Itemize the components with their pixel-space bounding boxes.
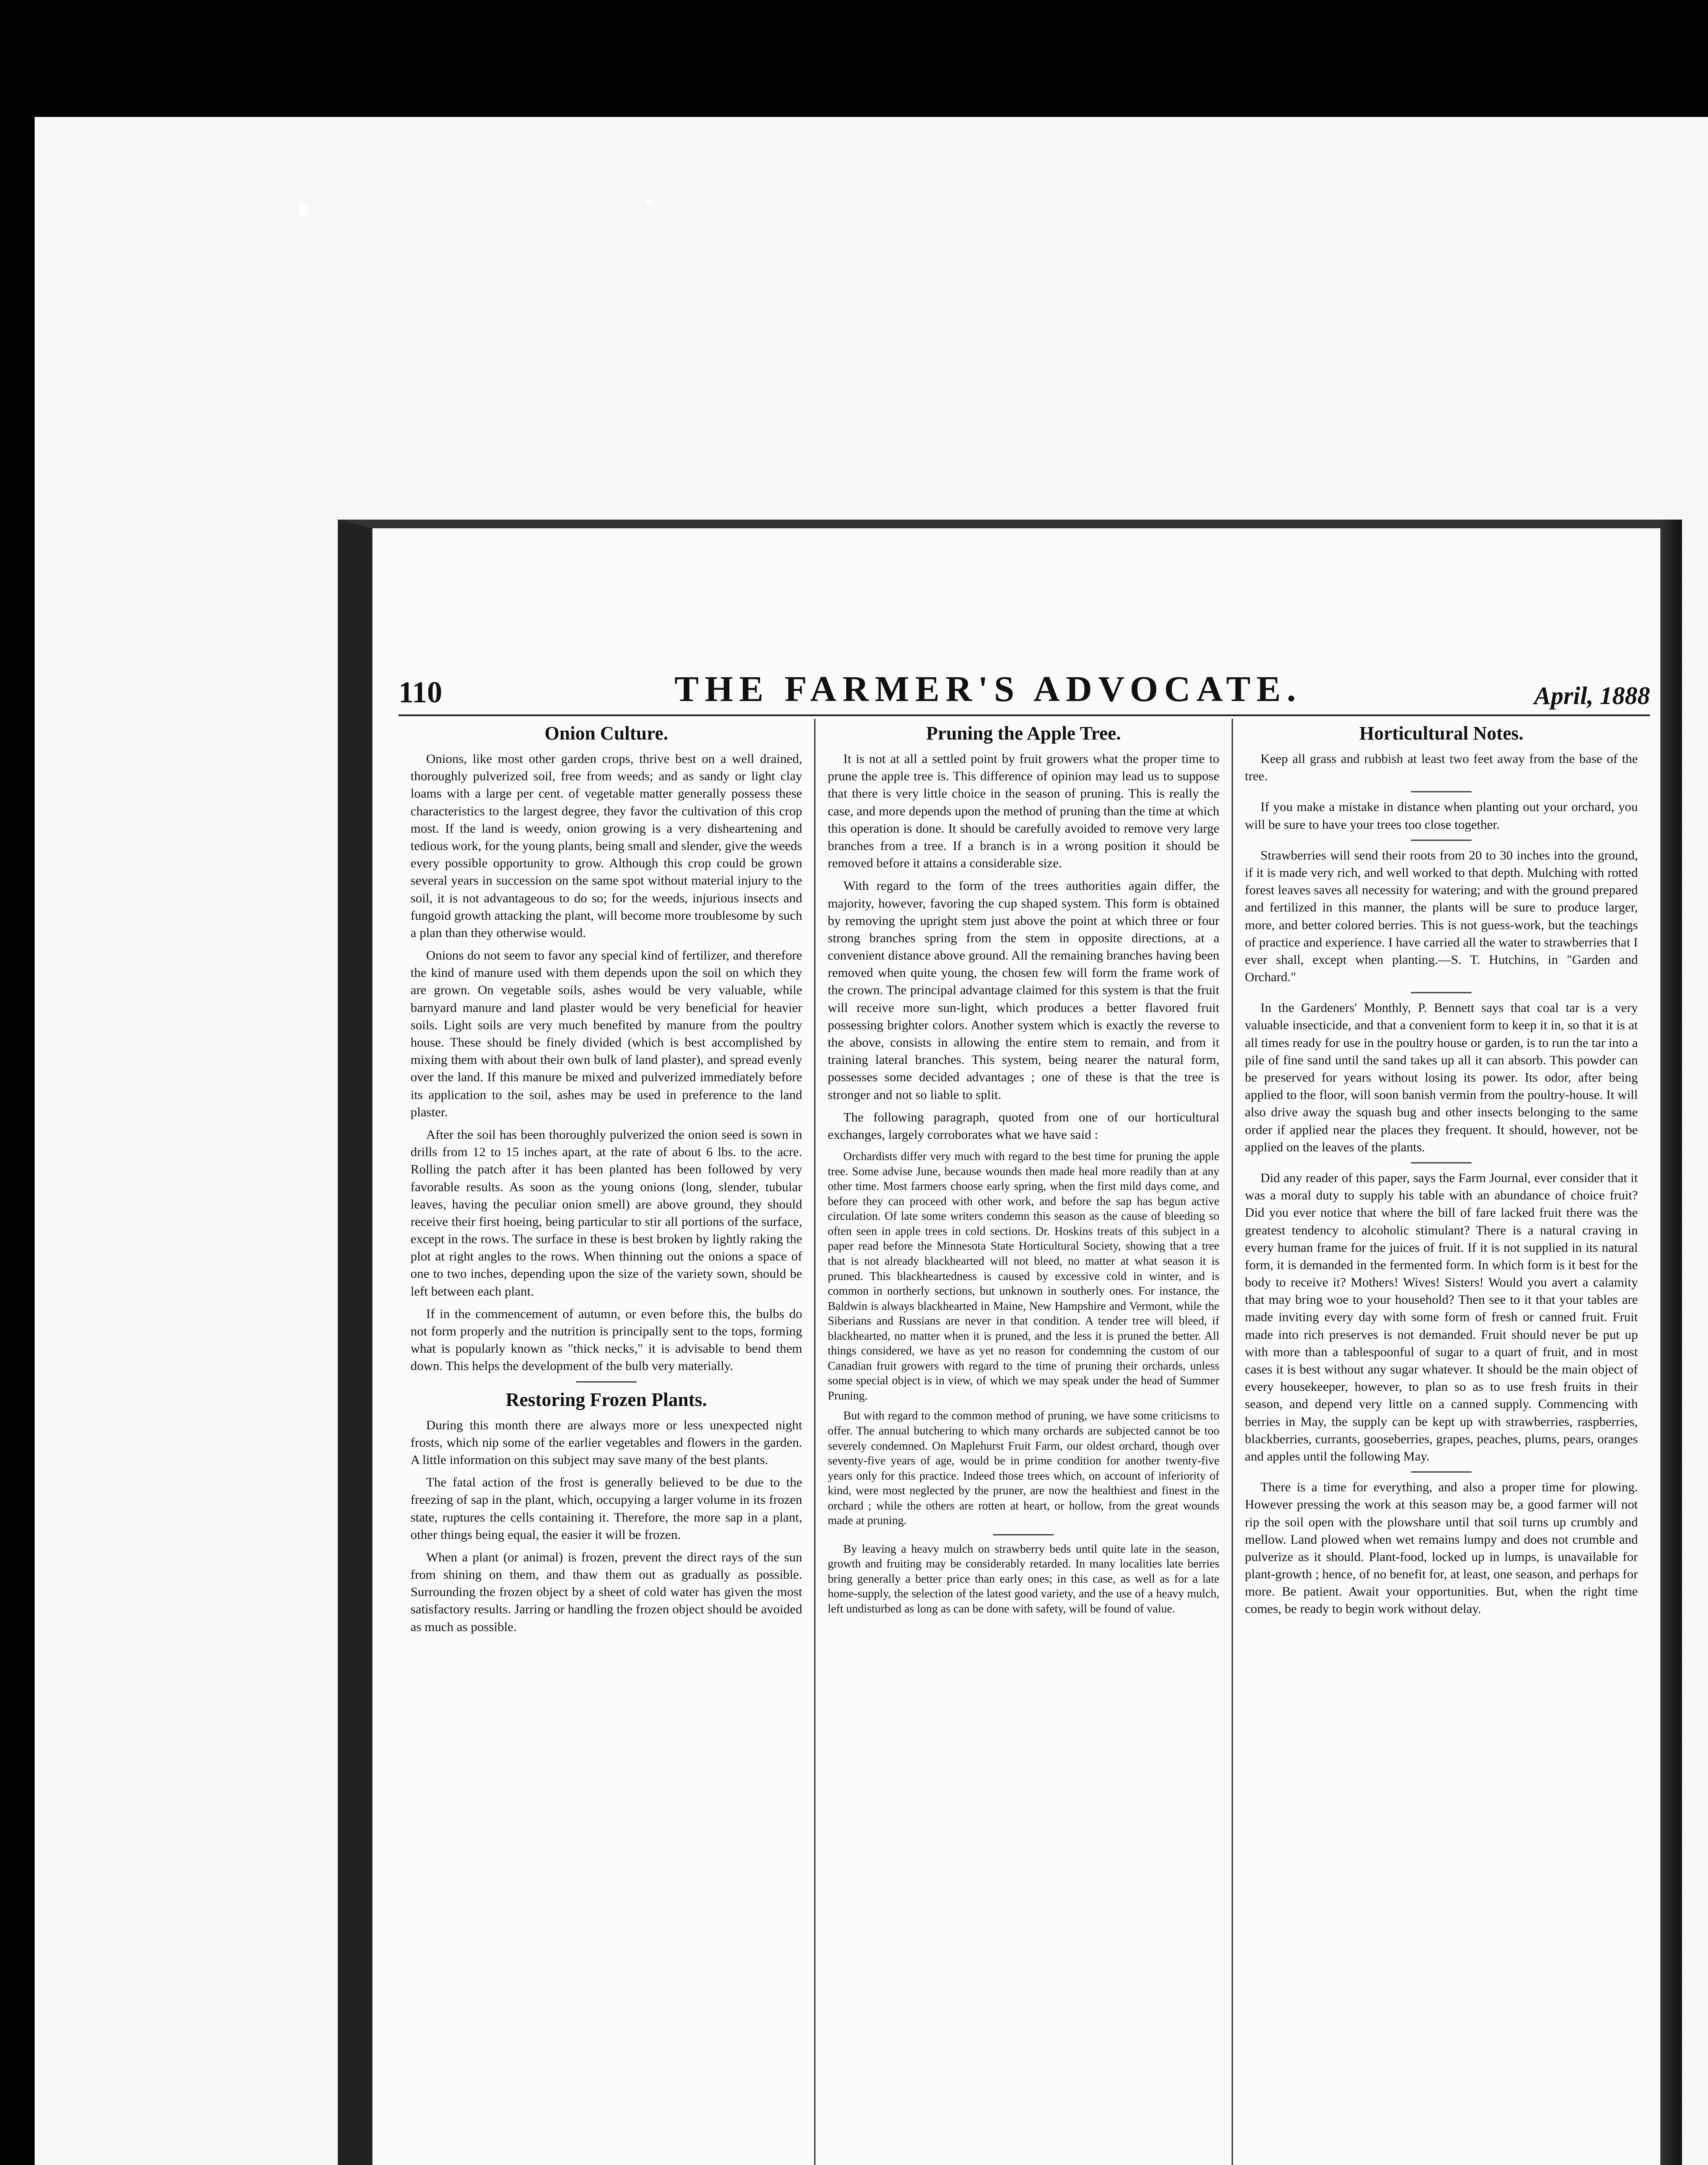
article-title-pruning-apple-tree: Pruning the Apple Tree. (926, 723, 1121, 744)
paragraph: If you make a mistake in distance when planting out your orchard, you will be sure to have your trees too close together. (1245, 800, 1638, 832)
paragraph: Keep all grass and rubbish at least two feet away from the base of the tree. (1245, 752, 1638, 784)
paragraph: Did any reader of this paper, says the Farm Journal, ever consider that it was a moral duty to supply his table with an abundance of choice fruit? Did you ever notice that where the bill of fare lacked fruit there was the greatest tendency to alcoholic stimulant? There is a natural craving in every human frame for the juices of fruit. If it is not supplied in its natural form, it is demanded in the fermented form. In which form is it best for the body to receive it? Mothers! Wives! Sisters! Would you avert a calamity that may bring woe to your household? Then see to it that your tables are made inviting every day with some form of fresh or canned fruit. Fruit made into rich preserves is not demanded. Fruit should never be put up with more than a tablespoonful of sugar to a quart of fruit, and in most cases it is best without any sugar whatever. It should be the main object of every housekeeper, however, to plan so as to use fresh fruits in their season, and depend very little on a canned supply. Commencing with berries in May, the supply can be kept up with strawberries, raspberries, blackberries, currants, gooseberries, grapes, peaches, plums, pears, oranges and apples until the following May. (1245, 1170, 1638, 1464)
paragraph: In the Gardeners' Monthly, P. Bennett says that coal tar is a very valuable insecticide, and that a convenient form to keep it in, so that it is at all times ready for use in the poultry house or garden, is to run the tar into a pile of fine sand until the sand takes up all it can absorb. This powder can be preserved for years without losing its power. Its odor, after being applied to the floor, will soon banish vermin from the poultry-house. It will also drive away the squash bug and other insects belonging to the same order if applied near the places they frequent. It should, however, not be applied on the leaves of the plants. (1245, 1001, 1638, 1154)
newspaper-page (338, 520, 1663, 2165)
paragraph: By leaving a heavy mulch on strawberry beds until quite late in the season, growth and fruiting may be considerably retarded. In many localities late berries bring generally a better price than early ones; in this case, as well as for a late home-supply, the selection of the latest good variety, and the use of a heavy mulch, left undisturbed as long as can be done with safety, will be found of value. (828, 1542, 1220, 1615)
paragraph: After the soil has been thoroughly pulverized the onion seed is sown in drills from 12 to 15 inches apart, at the rate of about 6 lbs. to the acre. Rolling the patch after it has been planted has been followed by very favorable results. As soon as the young onions (long, slender, tubular leaves, having the peculiar onion smell) are above ground, they should receive their first hoeing, being particular to stir all portions of the surface, except in the rows. The surface in these is best broken by lightly raking the plot at right angles to the rows. When thinning out the onions a space of one to two inches, depending upon the size of the variety sown, should be left between each plant. (411, 1127, 802, 1299)
paragraph: Strawberries will send their roots from 20 to 30 inches into the ground, if it is made very rich, and well worked to that depth. Mulching with rotted forest leaves saves all necessity for watering; and with the ground prepared and fertilized in this manner, the plants will be sure to produce larger, more, and better colored berries. This is not guess-work, but the teachings of practice and experience. I have carried all the water to strawberries that I ever shall, except when planting.—S. T. Hutchins, in "Garden and Orchard." (1245, 848, 1638, 985)
divider (1411, 791, 1472, 792)
paragraph: The fatal action of the frost is generally believed to be due to the freezing of sap in the plant, which, occupying a larger volume in its frozen state, ruptures the cells containing it. Therefore, the more sap in a plant, other things being equal, the easier it will be frozen. (411, 1475, 802, 1542)
paragraph: If in the commencement of autumn, or even before this, the bulbs do not form properly and the nutrition is principally sent to the tops, forming what is popularly known as "thick necks," it is advisable to bend them down. This helps the development of the bulb very materially. (411, 1306, 802, 1373)
divider (1411, 1162, 1472, 1163)
quoted-paragraph: Orchardists differ very much with regard to the best time for pruning the apple tree. Some advise June, because wounds then made heal more readily than at any other time. Most farmers choose early spring, when the first mild days come, and before they can proceed with other work, and before the sap has begun active circulation. Of late some writers condemn this season as the cause of bleeding so often seen in apple trees in cold sections. Dr. Hoskins treats of this subject in a paper read before the Minnesota State Horticultural Society, showing that a tree that is not already blackhearted will not bleed, no matter at what season it is pruned. This blackheartedness is caused by excessive cold in winter, and is common in northerly sections, but unknown in southerly ones. For instance, the Baldwin is always blackhearted in Maine, New Hampshire and Vermont, while the Siberians and Russians are never in that condition. A tender tree will bleed, if blackhearted, no matter when it is pruned, and the less it is pruned the better. All things considered, we have as yet no reason for condemning the custom of our Canadian fruit growers with regard to the time of pruning their orchards, unless some special object is in view, of which we may speak under the head of Summer Pruning. (828, 1150, 1220, 1402)
paragraph: When a plant (or animal) is frozen, prevent the direct rays of the sun from shining on them, and thaw them out as gradually as possible. Surrounding the frozen object by a sheet of cold water has given the most satisfactory results. Jarring or handling the frozen object should be avoided as much as possible. (411, 1550, 802, 1634)
article-title-horticultural-notes: Horticultural Notes. (1359, 723, 1524, 744)
column-2 (815, 719, 1232, 2165)
page-header (398, 650, 1650, 716)
paragraph: During this month there are always more or less unexpected night frosts, which nip some of the earlier vegetables and flowers in the garden. A little information on this subject may save many of the best plants. (411, 1418, 802, 1467)
paragraph: The following paragraph, quoted from one of our horticultural exchanges, largely corroborates what we have said : (828, 1110, 1220, 1142)
book-binding-edge (1660, 520, 1682, 2165)
paragraph: With regard to the form of the trees authorities again differ, the majority, however, favoring the cup shaped system. This form is obtained by removing the upright stem just above the point at which three or four strong branches spring from the stem in opposite directions, at a convenient distance above ground. All the remaining branches having been removed when quite young, the chosen few will form the frame work of the crown. The principal advantage claimed for this system is that the fruit will receive more sun-light, which produces a better flavored fruit possessing brighter colors. Another system which is exactly the reverse to the above, consists in allowing the entire stem to remain, and from it training lateral branches. This system, being nearer the natural form, possesses some decided advantages ; one of these is that the tree is stronger and not so liable to split. (828, 879, 1220, 1102)
scan-speck (299, 204, 307, 216)
divider (1411, 992, 1472, 993)
column-3 (1233, 719, 1650, 2165)
divider (1411, 840, 1472, 841)
divider (576, 1381, 637, 1383)
issue-date: April, 1888 (1534, 682, 1650, 710)
paragraph: It is not at all a settled point by fruit growers what the proper time to prune the apple tree is. This difference of opinion may lead us to suppose that there is very little choice in the season of pruning. This is really the case, and more depends upon the method of pruning than the time at which this operation is done. It should be carefully avoided to remove very large branches from a tree. If a branch is in a wrong position it should be removed before it attains a considerable size. (828, 752, 1220, 871)
paragraph: There is a time for everything, and also a proper time for plowing. However pressing the work at this season may be, a good farmer will not rip the soil open with the plowshare until that soil turns up crumbly and mellow. Land plowed when wet remains lumpy and does not crumble and pulverize as it should. Plant-food, locked up in lumps, is unavailable for plant-growth ; hence, of no benefit for, at least, one season, and perhaps for more. Be patient. Await your opportunities. But, when the right time comes, be ready to begin work without delay. (1245, 1480, 1638, 1616)
divider (1411, 1471, 1472, 1473)
column-1 (398, 719, 815, 2165)
masthead: THE FARMER'S ADVOCATE. (674, 669, 1302, 709)
article-title-onion-culture: Onion Culture. (544, 723, 668, 744)
page-number: 110 (398, 676, 443, 709)
article-columns (398, 719, 1650, 2165)
divider (993, 1534, 1054, 1535)
scan-speck (645, 199, 651, 205)
paragraph: Onions, like most other garden crops, thrive best on a well drained, thoroughly pulverized soil, free from weeds; and as sandy or light clay loams with a large per cent. of vegetable matter generally possess these characteristics to the largest degree, they favor the cultivation of this crop most. If the land is weedy, onion growing is a very disheartening and tedious work, for the young plants, being small and slender, give the weeds every possible opportunity to grow. Although this crop could be grown several years in succession on the same spot without material injury to the soil, it is not advantageous to do so; for the weeds, injurious insects and fungoid growth attacking the plant, will become more troublesome by such a plan than they otherwise would. (411, 752, 802, 940)
paragraph: Onions do not seem to favor any special kind of fertilizer, and therefore the kind of manure used with them depends upon the soil on which they are grown. On vegetable soils, ashes would be very valuable, while barnyard manure and land plaster would be very beneficial for heavier soils. Light soils are very much benefited by manure from the poultry house. These should be finely divided (which is best accomplished by mixing them with about their own bulk of land plaster), and spread evenly over the land. If this manure be mixed and pulverized immediately before its application to the soil, ashes may be used in preference to the land plaster. (411, 948, 802, 1119)
article-title-restoring-frozen-plants: Restoring Frozen Plants. (505, 1389, 707, 1410)
paragraph: But with regard to the common method of pruning, we have some criticisms to offer. The annual butchering to which many orchards are subjected cannot be too severely condemned. On Maplehurst Fruit Farm, our oldest orchard, though over seventy-five years of age, would be in prime condition for another twenty-five years only for this practice. Indeed those trees which, on account of inferiority of kind, were most neglected by the pruner, are now the healthiest and finest in the orchard ; while the others are rotten at heart, or hollow, from the great wounds made at pruning. (828, 1409, 1220, 1527)
